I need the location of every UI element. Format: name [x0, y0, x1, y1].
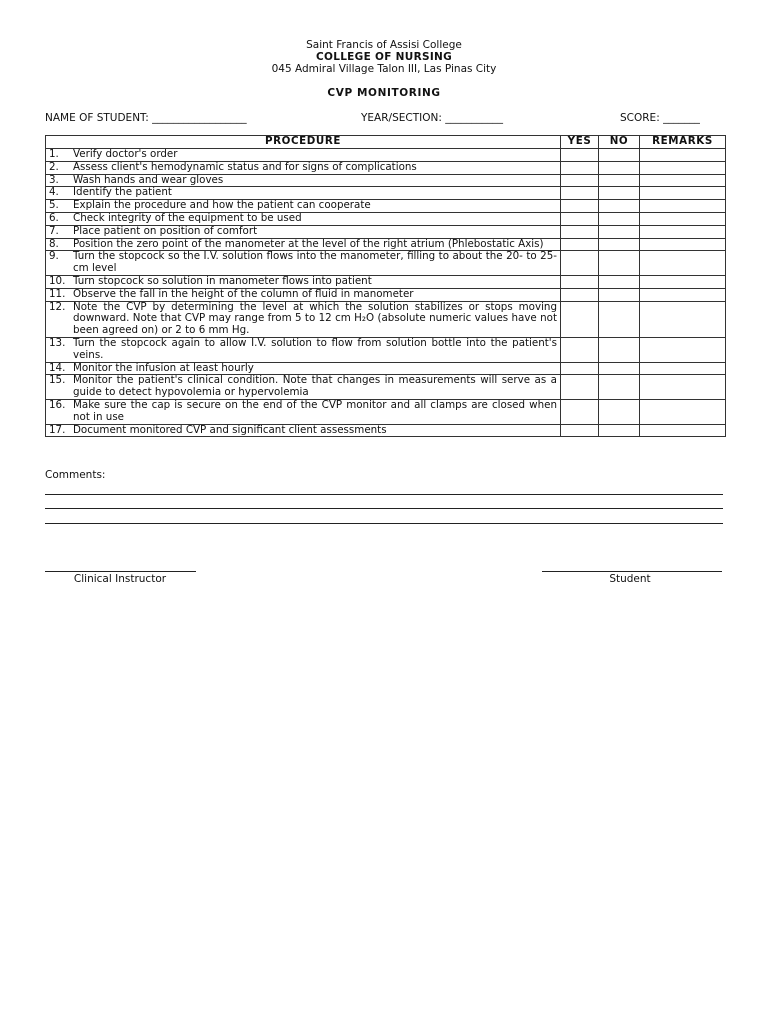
step-number: 14. [49, 361, 66, 374]
table-row [46, 238, 726, 251]
step-text: Turn stopcock so solution in manometer flows into patient [73, 274, 372, 287]
yes-cell[interactable] [561, 337, 599, 362]
step-number: 10. [49, 274, 66, 287]
procedure-cell [46, 424, 561, 437]
student-signature-line [542, 571, 722, 572]
procedure-cell [46, 225, 561, 238]
no-cell[interactable] [599, 212, 640, 225]
table-row [46, 174, 726, 187]
no-cell[interactable] [599, 149, 640, 162]
no-cell[interactable] [599, 238, 640, 251]
yes-cell[interactable] [561, 288, 599, 301]
yes-cell[interactable] [561, 424, 599, 437]
step-text: Monitor the infusion at least hourly [73, 361, 254, 374]
step-text: Position the zero point of the manometer at the level of the right atrium (Phlebostatic Axis) [73, 237, 544, 250]
comments-label: Comments: [45, 469, 106, 481]
table-row [46, 212, 726, 225]
yes-cell[interactable] [561, 251, 599, 276]
student-signature-label: Student [609, 573, 651, 585]
yes-cell[interactable] [561, 187, 599, 200]
step-number: 12. [49, 300, 66, 313]
procedure-cell [46, 251, 561, 276]
procedure-cell [46, 238, 561, 251]
table-row [46, 399, 726, 424]
table-row [46, 161, 726, 174]
remarks-cell[interactable] [640, 424, 726, 437]
no-cell[interactable] [599, 187, 640, 200]
step-number: 9. [49, 250, 59, 263]
step-number: 4. [49, 186, 59, 199]
no-cell[interactable] [599, 161, 640, 174]
yes-cell[interactable] [561, 161, 599, 174]
table-row [46, 424, 726, 437]
procedure-checklist-table [45, 135, 726, 437]
school-address: 045 Admiral Village Talon III, Las Pinas City [271, 63, 497, 75]
checklist-body [46, 149, 726, 437]
table-row [46, 187, 726, 200]
comment-line [45, 508, 723, 509]
comment-line [45, 494, 723, 495]
yes-cell[interactable] [561, 275, 599, 288]
table-row [46, 362, 726, 375]
yes-cell[interactable] [561, 375, 599, 400]
step-text: Document monitored CVP and significant client assessments [73, 423, 387, 436]
table-row [46, 200, 726, 213]
step-text: Explain the procedure and how the patient can cooperate [73, 199, 371, 212]
step-number: 11. [49, 287, 66, 300]
table-row [46, 337, 726, 362]
yes-cell[interactable] [561, 149, 599, 162]
step-text: Wash hands and wear gloves [73, 173, 224, 186]
step-text: Identify the patient [73, 186, 172, 199]
procedure-cell [46, 212, 561, 225]
yes-cell[interactable] [561, 200, 599, 213]
step-number: 17. [49, 423, 66, 436]
remarks-cell[interactable] [640, 225, 726, 238]
procedure-cell [46, 187, 561, 200]
step-text: Check integrity of the equipment to be used [73, 211, 302, 224]
remarks-cell[interactable] [640, 238, 726, 251]
table-row [46, 149, 726, 162]
remarks-cell[interactable] [640, 399, 726, 424]
remarks-cell[interactable] [640, 212, 726, 225]
procedure-cell [46, 174, 561, 187]
yes-cell[interactable] [561, 399, 599, 424]
procedure-cell [46, 362, 561, 375]
no-cell[interactable] [599, 225, 640, 238]
remarks-header: REMARKS [640, 136, 726, 149]
step-text: Assess client's hemodynamic status and for signs of complications [73, 160, 417, 173]
no-cell[interactable] [599, 424, 640, 437]
remarks-cell[interactable] [640, 174, 726, 187]
step-number: 2. [49, 160, 59, 173]
step-number: 1. [49, 148, 59, 160]
comment-line [45, 523, 723, 524]
remarks-cell[interactable] [640, 149, 726, 162]
instructor-signature-line [45, 571, 196, 572]
year-section-field: YEAR/SECTION: ___________ [361, 112, 503, 124]
step-number: 6. [49, 211, 59, 224]
student-name-field: NAME OF STUDENT: __________________ [45, 112, 247, 124]
remarks-cell[interactable] [640, 301, 726, 337]
step-text: Monitor the patient's clinical condition. Note that changes in measurements will serve as a guide to detect hypovolemia or hypervolemia [73, 374, 557, 399]
remarks-cell[interactable] [640, 187, 726, 200]
procedure-cell [46, 301, 561, 337]
table-row [46, 275, 726, 288]
school-header [0, 39, 768, 75]
step-text: Observe the fall in the height of the column of fluid in manometer [73, 287, 414, 300]
yes-cell[interactable] [561, 174, 599, 187]
table-header-row [46, 136, 726, 149]
table-row [46, 251, 726, 276]
remarks-cell[interactable] [640, 161, 726, 174]
table-row [46, 288, 726, 301]
table-row [46, 225, 726, 238]
table-row [46, 301, 726, 337]
step-number: 7. [49, 224, 59, 237]
procedure-header: PROCEDURE [46, 136, 561, 149]
instructor-signature-label: Clinical Instructor [73, 573, 167, 585]
procedure-cell [46, 399, 561, 424]
procedure-cell [46, 288, 561, 301]
remarks-cell[interactable] [640, 375, 726, 400]
step-number: 5. [49, 199, 59, 212]
yes-cell[interactable] [561, 301, 599, 337]
step-text: Turn the stopcock so the I.V. solution flows into the manometer, filling to about the 20- to 25-cm level [73, 250, 557, 275]
procedure-cell [46, 161, 561, 174]
remarks-cell[interactable] [640, 337, 726, 362]
yes-cell[interactable] [561, 238, 599, 251]
no-cell[interactable] [599, 337, 640, 362]
step-number: 16. [49, 398, 66, 411]
procedure-cell [46, 200, 561, 213]
step-number: 8. [49, 237, 59, 250]
step-number: 13. [49, 336, 66, 349]
procedure-cell [46, 375, 561, 400]
remarks-cell[interactable] [640, 362, 726, 375]
no-cell[interactable] [599, 375, 640, 400]
step-number: 15. [49, 374, 66, 387]
remarks-cell[interactable] [640, 275, 726, 288]
procedure-cell [46, 275, 561, 288]
remarks-cell[interactable] [640, 288, 726, 301]
form-title: CVP MONITORING [327, 87, 441, 99]
step-number: 3. [49, 173, 59, 186]
school-name: Saint Francis of Assisi College [306, 39, 462, 51]
no-cell[interactable] [599, 251, 640, 276]
procedure-cell [46, 149, 561, 162]
score-field: SCORE: _______ [620, 112, 700, 124]
procedure-cell [46, 337, 561, 362]
no-cell[interactable] [599, 200, 640, 213]
no-cell[interactable] [599, 174, 640, 187]
step-text: Make sure the cap is secure on the end of the CVP monitor and all clamps are closed when not in use [73, 398, 557, 423]
no-cell[interactable] [599, 301, 640, 337]
step-text: Place patient on position of comfort [73, 224, 258, 237]
remarks-cell[interactable] [640, 251, 726, 276]
no-cell[interactable] [599, 362, 640, 375]
yes-cell[interactable] [561, 212, 599, 225]
no-cell[interactable] [599, 399, 640, 424]
no-cell[interactable] [599, 275, 640, 288]
yes-header: YES [561, 136, 599, 149]
college-name: COLLEGE OF NURSING [315, 51, 453, 63]
step-text: Verify doctor's order [73, 148, 178, 160]
yes-cell[interactable] [561, 225, 599, 238]
no-cell[interactable] [599, 288, 640, 301]
step-text: Note the CVP by determining the level at which the solution stabilizes or stops moving downward. Note that CVP may range from 5 to 12 cm H₂O (absolute numeric values have not been agreed on) or 2 to 6 mm Hg. [73, 300, 557, 337]
step-text: Turn the stopcock again to allow I.V. solution to flow from solution bottle into the patient's veins. [73, 336, 557, 361]
no-header: NO [599, 136, 640, 149]
table-row [46, 375, 726, 400]
yes-cell[interactable] [561, 362, 599, 375]
remarks-cell[interactable] [640, 200, 726, 213]
